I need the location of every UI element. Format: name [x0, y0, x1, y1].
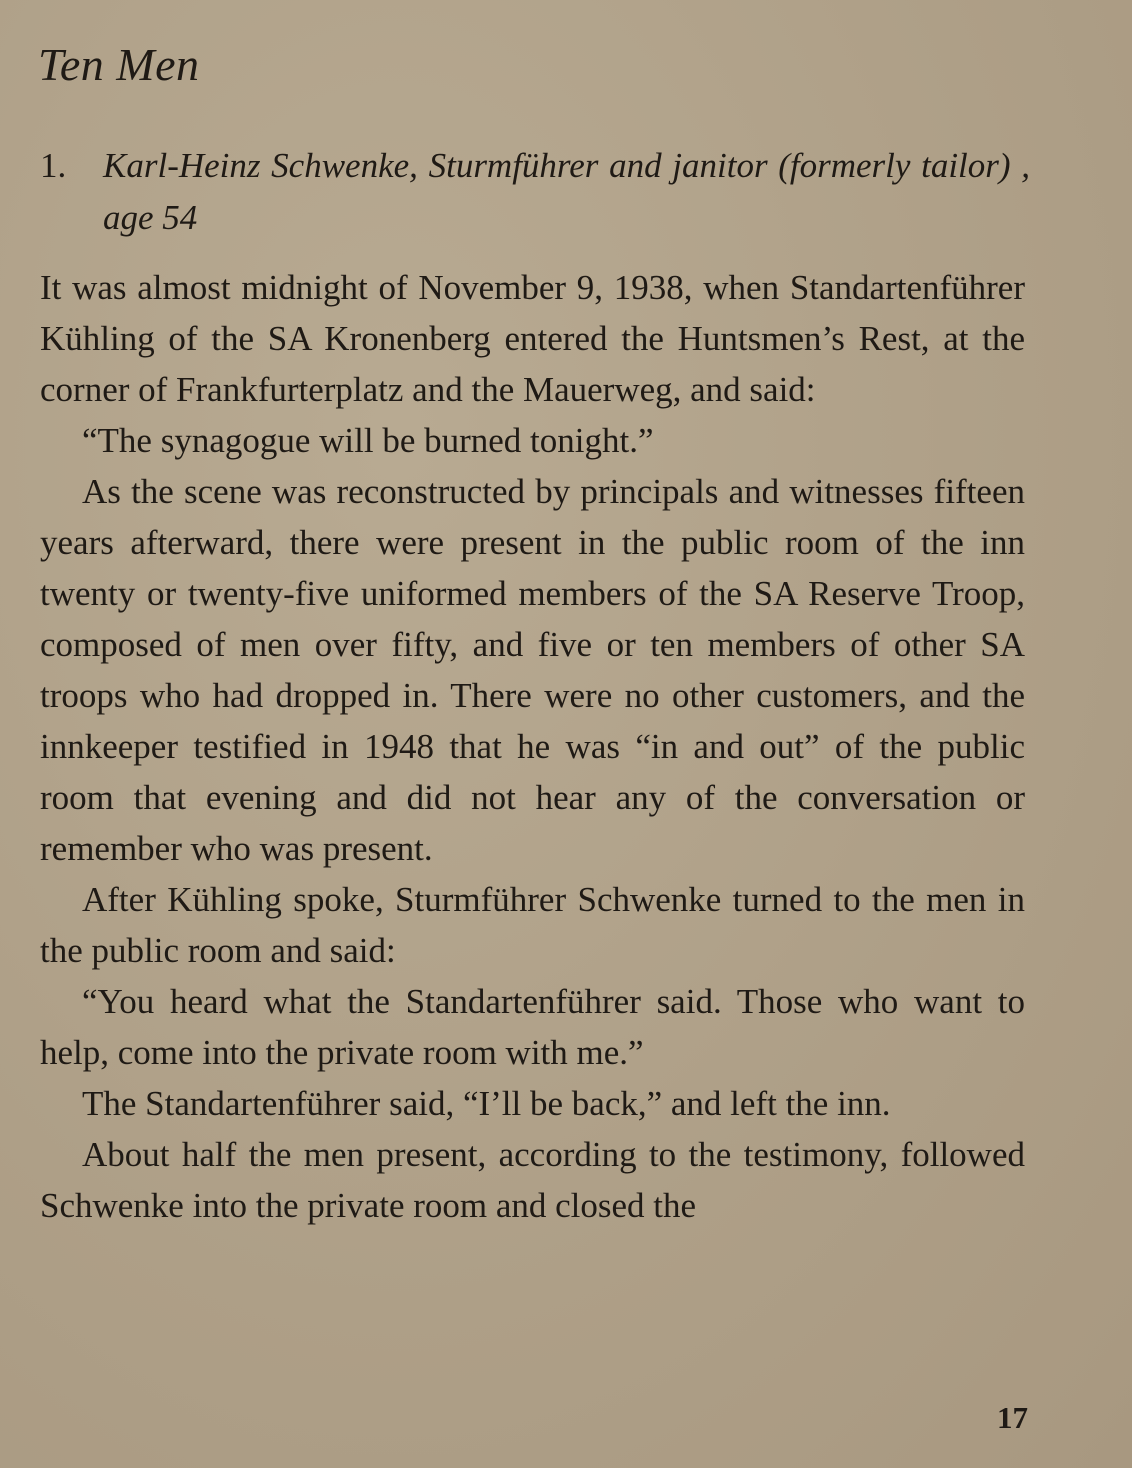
paragraph: The Standartenführer said, “I’ll be back,” and left the inn.	[82, 1084, 891, 1123]
paragraph: “The synagogue will be burned tonight.”	[82, 421, 654, 460]
item-heading-text: Karl-Heinz Schwenke, Sturmführer and janitor (formerly tailor) , age 54	[103, 146, 1030, 237]
paragraph: After Kühling spoke, Sturmführer Schwenke turned to the men in the public room and said:	[40, 880, 1025, 970]
item-heading	[40, 140, 1030, 244]
page-number: 17	[997, 1400, 1028, 1435]
chapter-title: Ten Men	[38, 39, 200, 90]
body-text	[40, 262, 1025, 1231]
item-number: 1.	[40, 146, 67, 185]
paragraph: It was almost midnight of November 9, 1938, when Standartenführer Kühling of the SA Kronenberg entered the Huntsmen’s Rest, at the corner of Frankfurterplatz and the Mauerweg, and said:	[40, 268, 1025, 409]
paragraph: About half the men present, according to the testimony, followed Schwenke into the private room and closed the	[40, 1135, 1025, 1225]
paragraph: As the scene was reconstructed by principals and witnesses fifteen years afterward, there were present in the public room of the inn twenty or twenty-five uniformed members of the SA Reserve Troop, composed of men over fifty, and five or ten members of other SA troops who had dropped in. There were no other customers, and the innkeeper testified in 1948 that he was “in and out” of the public room that evening and did not hear any of the conversation or remember who was present.	[40, 472, 1025, 868]
paragraph: “You heard what the Standartenführer said. Those who want to help, come into the private room with me.”	[40, 982, 1025, 1072]
